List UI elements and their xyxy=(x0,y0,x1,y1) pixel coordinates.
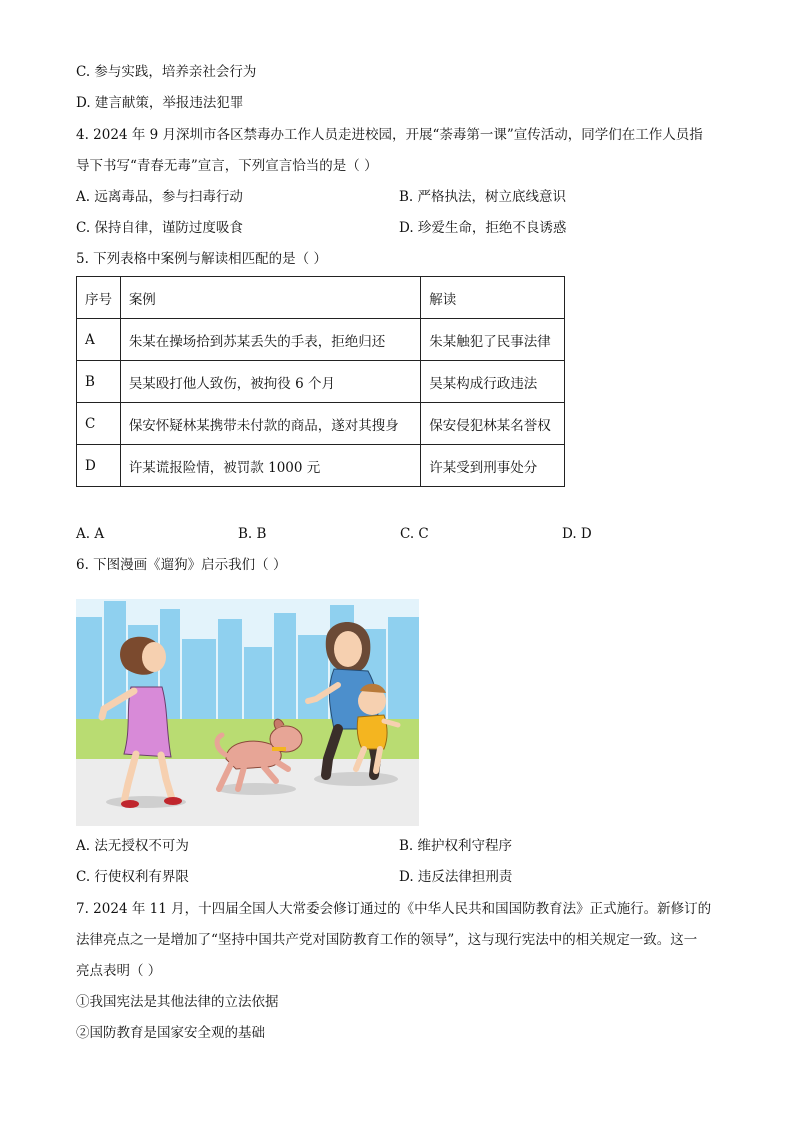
cell-case: 许某谎报险情，被罚款 1000 元 xyxy=(120,445,420,487)
dog-walking-comic xyxy=(76,599,419,826)
q7-statement-1: ①我国宪法是其他法律的立法依据 xyxy=(76,994,279,1010)
q5-option-b: B. B xyxy=(238,526,267,542)
q3-option-c: C. 参与实践，培养亲社会行为 xyxy=(76,64,257,80)
table-row xyxy=(77,361,565,403)
cell-interpretation: 吴某构成行政违法 xyxy=(421,361,565,403)
q4-option-c: C. 保持自律，谨防过度吸食 xyxy=(76,220,243,236)
q4-option-a: A. 远离毒品，参与扫毒行动 xyxy=(76,189,243,205)
table-row xyxy=(77,319,565,361)
q4-option-b: B. 严格执法，树立底线意识 xyxy=(399,189,567,205)
header-case: 案例 xyxy=(120,277,420,319)
q3-option-d: D. 建言献策，举报违法犯罪 xyxy=(76,95,244,111)
table-row xyxy=(77,403,565,445)
q6-stem: 6. 下图漫画《遛狗》启示我们（ ） xyxy=(76,557,287,573)
q7-stem-line2: 法律亮点之一是增加了“坚持中国共产党对国防教育工作的领导”，这与现行宪法中的相关规定一致。这一 xyxy=(76,932,698,948)
q4-stem-line1: 4. 2024 年 9 月深圳市各区禁毒办工作人员走进校园，开展“荼毒第一课”宣传活动，同学们在工作人员指 xyxy=(76,127,703,143)
cell-interpretation: 许某受到刑事处分 xyxy=(421,445,565,487)
q4-stem-line2: 导下书写“青春无毒”宣言，下列宣言恰当的是（ ） xyxy=(76,158,378,174)
cell-case: 保安怀疑林某携带未付款的商品，遂对其搜身 xyxy=(120,403,420,445)
q5-option-a: A. A xyxy=(76,526,105,542)
cell-index: C xyxy=(77,403,121,445)
cell-case: 朱某在操场拾到苏某丢失的手表，拒绝归还 xyxy=(120,319,420,361)
cell-index: D xyxy=(77,445,121,487)
table-row xyxy=(77,445,565,487)
q5-option-c: C. C xyxy=(400,526,429,542)
cell-case: 吴某殴打他人致伤，被拘役 6 个月 xyxy=(120,361,420,403)
q7-stem-line1: 7. 2024 年 11 月，十四届全国人大常委会修订通过的《中华人民共和国国防教育法》正式施行。新修订的 xyxy=(76,901,712,917)
q6-option-c: C. 行使权利有界限 xyxy=(76,869,189,885)
table-header-row xyxy=(77,277,565,319)
q6-option-d: D. 违反法律担刑责 xyxy=(399,869,513,885)
q5-option-d: D. D xyxy=(562,526,592,542)
cell-index: A xyxy=(77,319,121,361)
q7-stem-line3: 亮点表明（ ） xyxy=(76,963,162,979)
cell-interpretation: 保安侵犯林某名誉权 xyxy=(421,403,565,445)
q6-option-a: A. 法无授权不可为 xyxy=(76,838,189,854)
q6-option-b: B. 维护权利守程序 xyxy=(399,838,513,854)
header-interpretation: 解读 xyxy=(421,277,565,319)
q5-stem: 5. 下列表格中案例与解读相匹配的是（ ） xyxy=(76,251,327,267)
header-index: 序号 xyxy=(77,277,121,319)
cell-interpretation: 朱某触犯了民事法律 xyxy=(421,319,565,361)
case-table xyxy=(76,276,565,487)
q4-option-d: D. 珍爱生命，拒绝不良诱惑 xyxy=(399,220,567,236)
q7-statement-2: ②国防教育是国家安全观的基础 xyxy=(76,1025,265,1041)
cell-index: B xyxy=(77,361,121,403)
